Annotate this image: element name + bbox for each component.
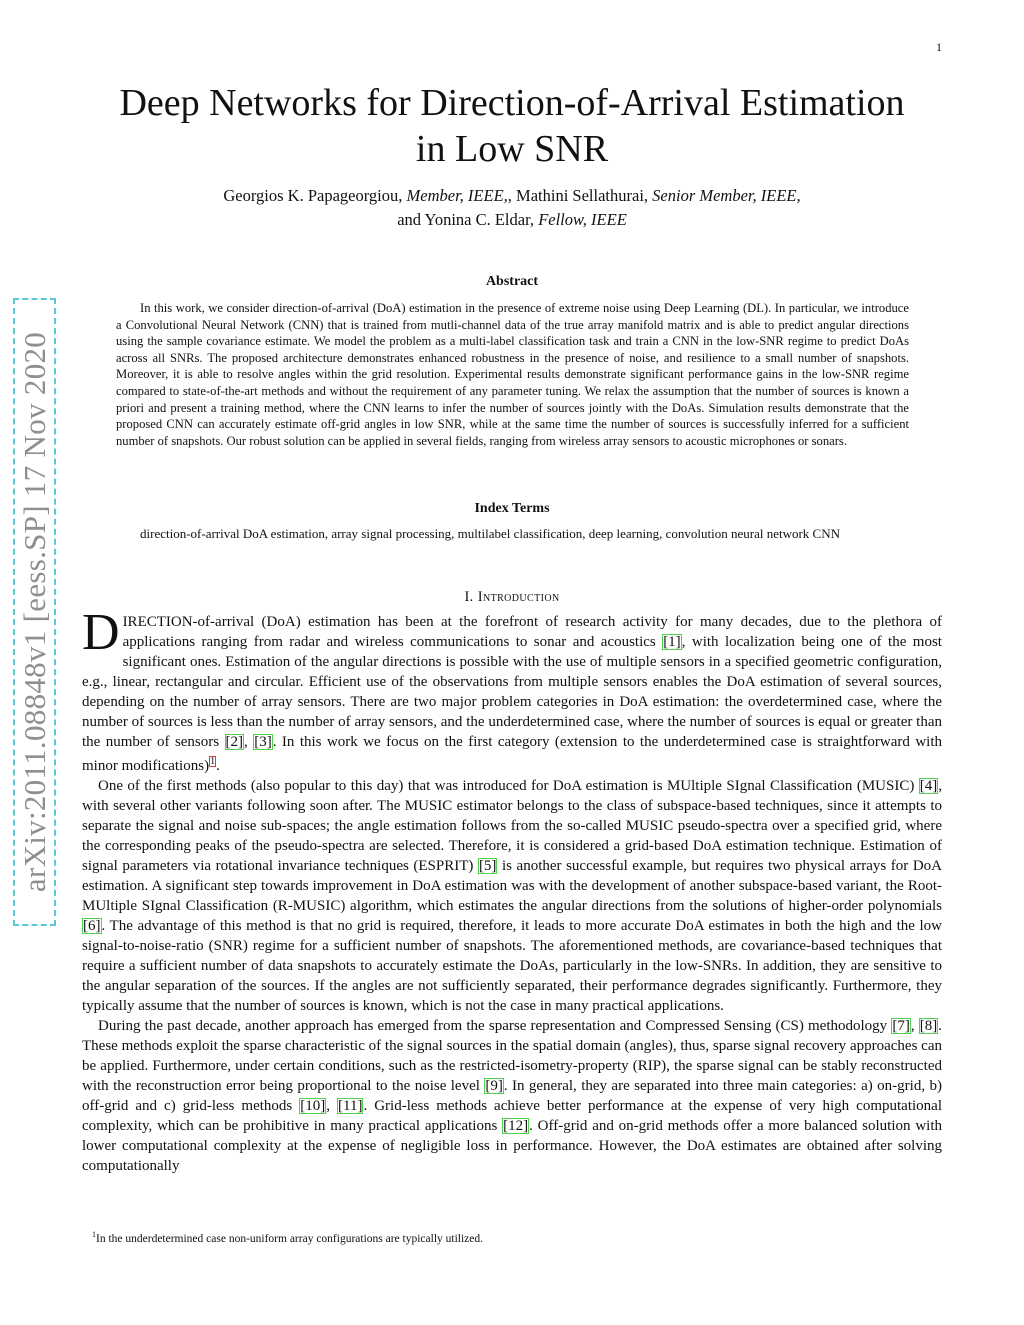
text-run: . xyxy=(216,758,220,774)
text-run: is another successful example, but requires two physical arrays for DoA estimation. A significant step towards improvement in DoA estimation was with the development of another subspace-based variant, the Root-MUltiple SIgnal Classification (R-MUSIC) algorithm, which estimates the angular directions from the solutions of higher-order polynomials xyxy=(82,858,943,914)
citation-link[interactable]: [2] xyxy=(225,734,244,750)
text-run: . These methods exploit the sparse characteristic of the signal sources in the spatial domain (angles), thus, sparse signal recovery approaches can be applied. Furthermore, under certain conditions, such as the restricted-isometry-property (RIP), the sparse signal can be stably reconstructed with the reconstruction error being proportional to the noise level xyxy=(82,1018,942,1094)
title-line-2: in Low SNR xyxy=(415,128,609,170)
author-role: Senior Member, IEEE, xyxy=(652,186,801,205)
author-role: Fellow, IEEE xyxy=(538,210,627,229)
author-list xyxy=(82,184,942,232)
citation-link[interactable]: [1] xyxy=(663,634,681,650)
author-line-2 xyxy=(82,208,942,232)
text-run: , with several other variants following soon after. The MUSIC estimator belongs to the class of subspace-based techniques, since it attempts to separate the signal and noise sub-spaces; the angle estimation follows from the so-called MUSIC pseudo-spectra over a specified grid, where the corresponding peaks of the pseudo-spectra are selected. Therefore, it is considered a grid-based DoA estimation technique. Estimation of signal parameters via rotational invariance techniques (ESPRIT) xyxy=(82,778,942,874)
footnote xyxy=(92,1228,942,1246)
text-run: , xyxy=(244,734,254,750)
text-run: , xyxy=(910,1018,919,1034)
author-name: , Mathini Sellathurai, xyxy=(507,186,653,205)
citation-link[interactable]: [6] xyxy=(83,918,101,934)
text-run: During the past decade, another approach has emerged from the sparse representation and Compressed Sensing (CS) methodology xyxy=(98,1018,892,1034)
section-title: I. Introduction xyxy=(464,589,560,605)
citation-link[interactable]: [12] xyxy=(503,1118,529,1134)
text-run: , with localization being one of the most significant ones. Estimation of the angular directions is possible with the use of multiple sensors in a specified geometric configuration, e.g., linear, rectangular and circular. Efficient use of the observations from multiple sensors enables the DoA estimation of several sources, depending on the number of array sensors. There are two major problem categories in DoA estimation: the overdetermined case, where the number of sources is less than the number of array sensors, and the underdetermined case, where the number of sources is equal or greater than the number of sensors xyxy=(82,634,942,750)
paragraph xyxy=(82,604,942,776)
text-run: . In this work we focus on the first category (extension to the underdetermined case is straightforward with minor modifications) xyxy=(82,734,942,774)
text-run: , xyxy=(326,1098,338,1114)
citation-link[interactable]: [11] xyxy=(338,1098,363,1114)
paper-title xyxy=(82,80,942,172)
body-text xyxy=(82,604,943,1176)
citation-link[interactable]: [3] xyxy=(254,734,272,750)
citation-link[interactable]: [10] xyxy=(300,1098,326,1114)
index-terms-text: direction-of-arrival DoA estimation, array signal processing, multilabel classification, deep learning, convolution neural network CNN xyxy=(140,526,840,541)
abstract-heading: Abstract xyxy=(485,274,539,289)
citation-link[interactable]: [4] xyxy=(919,778,938,794)
drop-cap: D xyxy=(82,604,120,661)
author-line-1 xyxy=(82,184,942,208)
footnote-mark: 1 xyxy=(92,1230,96,1239)
text-run: IRECTION-of-arrival (DoA) estimation has been at the forefront of research activity for many decades, due to the plethora of applications ranging from radar and wireless communications to sonar and acoustics xyxy=(122,614,942,650)
author-role: Member, IEEE, xyxy=(406,186,508,205)
footnote-link[interactable]: 1 xyxy=(210,756,216,767)
page-number: 1 xyxy=(936,40,942,54)
footnote-text: In the underdetermined case non-uniform array configurations are typically utilized. xyxy=(96,1232,484,1245)
text-run: . In general, they are separated into three main categories: a) on-grid, b) off-grid and c) grid-less methods xyxy=(82,1078,942,1114)
arxiv-id: arXiv:2011.08848v1 [eess.SP] 17 Nov 2020 xyxy=(16,331,52,893)
paragraph xyxy=(82,1016,942,1176)
abstract-text: In this work, we consider direction-of-arrival (DoA) estimation in the presence of extreme noise using Deep Learning (DL). In particular, we introduce a Convolutional Neural Network (CNN) that is trained from mutli-channel data of the true array manifold matrix and is able to predict angular directions using the sample covariance estimate. We model the problem as a multi-label classification task and train a CNN in the low-SNR regime to predict DoAs across all SNRs. The proposed architecture demonstrates enhanced robustness in the presence of noise, and resilience to a small number of snapshots. Moreover, it is able to resolve angles within the grid resolution. Experimental results demonstrate significant performance gains in the low-SNR regime compared to state-of-the-art methods and without the requirement of any parameter tuning. We relax the assumption that the number of sources is known a priori and present a training method, where the CNN learns to infer the number of sources jointly with the DoAs. Simulation results demonstrate that the proposed CNN can accurately estimate off-grid angles in low SNR, while at the same time the number of sources is successfully inferred for a sufficient number of snapshots. Our robust solution can be applied in several fields, ranging from wireless array sensors to acoustic microphones or sonars. xyxy=(116,301,909,448)
text-run: . Grid-less methods achieve better performance at the expense of very high computational complexity, which can be prohibitive in many practical applications xyxy=(82,1098,942,1134)
arxiv-stamp[interactable] xyxy=(13,298,56,926)
text-run: One of the first methods (also popular to this day) that was introduced for DoA estimation is MUltiple SIgnal Classification (MUSIC) xyxy=(98,778,919,794)
text-run: . The advantage of this method is that no grid is required, therefore, it leads to more accurate DoA estimates in both the high and the low signal-to-noise-ratio (SNR) regime for a sufficient number of snapshots. The aforementioned methods, are covariance-based techniques that require a sufficient number of data snapshots to accurately estimate the DoAs, particularly in the low-SNRs. In addition, they are sensitive to the angular separation of the sources. If the angles are not sufficiently separated, their performance degrades significantly. Furthermore, they typically assume that the number of sources is known, which is not the case in many practical applications. xyxy=(82,918,942,1014)
citation-link[interactable]: [5] xyxy=(478,858,497,874)
author-name: and Yonina C. Eldar, xyxy=(397,210,539,229)
title-line-1: Deep Networks for Direction-of-Arrival Estimation xyxy=(119,82,905,124)
index-terms-heading: Index Terms xyxy=(474,501,550,516)
author-name: Georgios K. Papageorgiou, xyxy=(223,186,407,205)
citation-link[interactable]: [9] xyxy=(485,1078,503,1094)
citation-link[interactable]: [8] xyxy=(919,1018,938,1034)
citation-link[interactable]: [7] xyxy=(892,1018,910,1034)
text-run: . Off-grid and on-grid methods offer a more balanced solution with lower computational complexity at the expense of negligible loss in performance. However, the DoA estimates are obtained after solving computationally xyxy=(82,1118,942,1174)
paragraph xyxy=(82,776,942,1016)
